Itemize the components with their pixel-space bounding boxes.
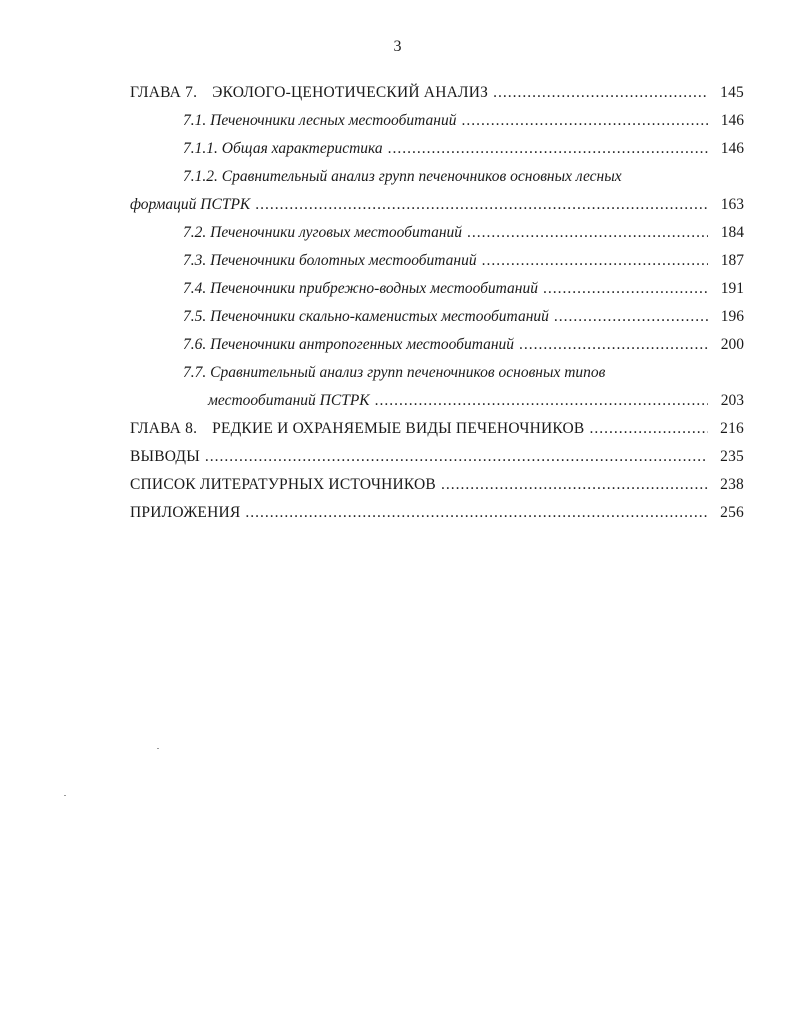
toc-entry-7-4[interactable]	[130, 275, 744, 303]
toc-entry-7-1-2[interactable]	[130, 163, 744, 191]
toc-entry-title: РЕДКИЕ И ОХРАНЯЕМЫЕ ВИДЫ ПЕЧЕНОЧНИКОВ	[212, 420, 585, 437]
dot-leader	[554, 303, 708, 331]
dot-leader	[205, 443, 708, 471]
toc-entry-chapter-8[interactable]	[130, 415, 744, 443]
toc-entry-7-6[interactable]	[130, 331, 744, 359]
toc-entry-title: 7.5. Печеночники скально-каменистых местообитаний	[183, 308, 549, 325]
toc-page-number: 184	[720, 224, 744, 241]
toc-chapter-label: ГЛАВА 8.	[130, 420, 198, 437]
dot-leader	[589, 415, 708, 443]
toc-entry-chapter-7[interactable]	[130, 79, 744, 107]
toc-entry-title: 7.1. Печеночники лесных местообитаний	[183, 112, 457, 129]
toc-entry-title: 7.7. Сравнительный анализ групп печеночников основных типов	[183, 364, 606, 381]
toc-entry-7-1-2-continuation[interactable]	[130, 191, 744, 219]
toc-entry-conclusions[interactable]	[130, 443, 744, 471]
toc-entry-7-5[interactable]	[130, 303, 744, 331]
page-number: 3	[393, 38, 402, 55]
toc-page-number: 145	[720, 84, 744, 101]
toc-page-number: 146	[720, 112, 744, 129]
dot-leader	[482, 247, 708, 275]
dot-leader	[543, 275, 708, 303]
toc-entry-title: ВЫВОДЫ	[130, 448, 200, 465]
dot-leader	[467, 219, 708, 247]
dot-leader	[375, 387, 708, 415]
toc-page-number: 191	[720, 280, 744, 297]
toc-entry-title-continuation: местообитаний ПСТРК	[208, 392, 370, 409]
toc-entry-title: СПИСОК ЛИТЕРАТУРНЫХ ИСТОЧНИКОВ	[130, 476, 436, 493]
toc-entry-title: 7.6. Печеночники антропогенных местообитаний	[183, 336, 515, 353]
toc-entry-7-7[interactable]	[130, 359, 744, 387]
toc-entry-7-1-1[interactable]	[130, 135, 744, 163]
toc-page-number: 203	[720, 392, 744, 409]
table-of-contents	[130, 79, 744, 527]
toc-page-number: 196	[720, 308, 744, 325]
dot-leader	[493, 79, 708, 107]
toc-entry-references[interactable]	[130, 471, 744, 499]
toc-page-number: 200	[720, 336, 744, 353]
toc-page-number: 216	[720, 420, 744, 437]
toc-entry-7-3[interactable]	[130, 247, 744, 275]
dot-leader	[255, 191, 708, 219]
toc-page-number: 235	[720, 448, 744, 465]
toc-entry-appendices[interactable]	[130, 499, 744, 527]
toc-entry-title: ПРИЛОЖЕНИЯ	[130, 504, 241, 521]
toc-page-number: 187	[720, 252, 744, 269]
dot-leader	[441, 471, 708, 499]
scan-speck	[64, 795, 66, 796]
dot-leader	[245, 499, 708, 527]
scan-speck	[157, 748, 159, 749]
toc-entry-7-1[interactable]	[130, 107, 744, 135]
dot-leader	[461, 107, 708, 135]
toc-entry-title: 7.4. Печеночники прибрежно-водных местообитаний	[183, 280, 538, 297]
toc-page-number: 238	[720, 476, 744, 493]
toc-page-number: 256	[720, 504, 744, 521]
toc-entry-title: ЭКОЛОГО-ЦЕНОТИЧЕСКИЙ АНАЛИЗ	[212, 84, 489, 101]
dot-leader	[388, 135, 708, 163]
toc-entry-7-2[interactable]	[130, 219, 744, 247]
toc-page-number: 163	[720, 196, 744, 213]
toc-entry-title: 7.1.2. Сравнительный анализ групп печеночников основных лесных	[183, 168, 622, 185]
toc-entry-7-7-continuation[interactable]	[130, 387, 744, 415]
toc-entry-title: 7.1.1. Общая характеристика	[183, 140, 383, 157]
toc-entry-title-continuation: формаций ПСТРК	[130, 196, 251, 213]
toc-page-number: 146	[720, 140, 744, 157]
toc-entry-title: 7.2. Печеночники луговых местообитаний	[183, 224, 463, 241]
toc-entry-title: 7.3. Печеночники болотных местообитаний	[183, 252, 477, 269]
dot-leader	[519, 331, 708, 359]
toc-chapter-label: ГЛАВА 7.	[130, 84, 198, 101]
